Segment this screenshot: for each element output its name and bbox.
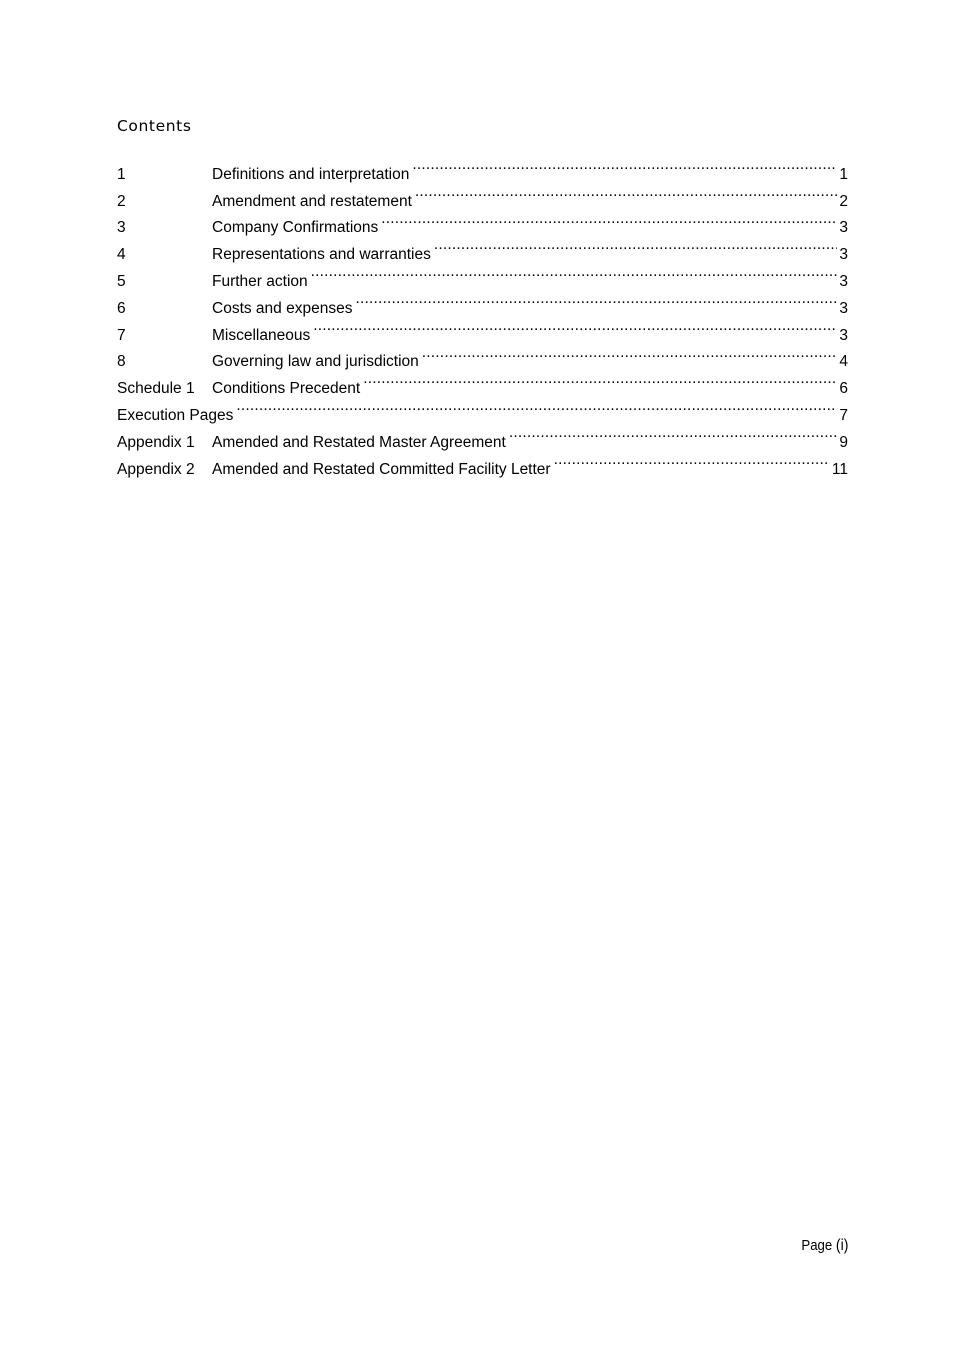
contents-heading: Contents bbox=[117, 117, 192, 135]
toc-entry-page: 1 bbox=[839, 165, 848, 183]
toc-dot-leader bbox=[434, 232, 838, 259]
toc-entry-title: Amendment and restatement bbox=[212, 192, 412, 210]
toc-entry-title: Representations and warranties bbox=[212, 246, 431, 264]
toc-dot-leader bbox=[412, 152, 837, 179]
toc-entry-title: Costs and expenses bbox=[212, 299, 353, 317]
toc-dot-leader bbox=[313, 313, 837, 340]
toc-entry-number: 2 bbox=[117, 192, 126, 210]
page-footer bbox=[801, 1237, 848, 1255]
toc-dot-leader bbox=[509, 420, 838, 447]
toc-entry-page: 4 bbox=[839, 353, 848, 371]
toc-entry-page: 7 bbox=[839, 406, 848, 424]
toc-entry-page: 2 bbox=[839, 192, 848, 210]
page-number: (i) bbox=[835, 1237, 848, 1254]
toc-entry-title: Amended and Restated Master Agreement bbox=[212, 433, 506, 451]
toc-entry-number: 3 bbox=[117, 219, 126, 237]
toc-entry-number: Appendix 1 bbox=[117, 433, 195, 451]
toc-entry-page: 9 bbox=[839, 433, 848, 451]
toc-entry-title: Amended and Restated Committed Facility Letter bbox=[212, 460, 551, 478]
toc-entry-title: Conditions Precedent bbox=[212, 380, 361, 398]
toc-dot-leader bbox=[415, 179, 837, 206]
toc-entry-title: Governing law and jurisdiction bbox=[212, 353, 419, 371]
toc-entry-page: 3 bbox=[839, 299, 848, 317]
toc-entry-number: 5 bbox=[117, 272, 126, 290]
toc-entry-page: 11 bbox=[831, 460, 848, 478]
toc-dot-leader bbox=[554, 447, 830, 474]
toc-dot-leader bbox=[381, 206, 837, 233]
toc-dot-leader bbox=[311, 259, 838, 286]
toc-dot-leader bbox=[355, 286, 837, 313]
toc-entry-number: Appendix 2 bbox=[117, 460, 195, 478]
toc-entry-title: Company Confirmations bbox=[212, 219, 379, 237]
toc-dot-leader bbox=[363, 366, 837, 393]
toc-entry-number: Schedule 1 bbox=[117, 380, 195, 398]
toc-entry-number: 8 bbox=[117, 353, 126, 371]
toc-entry-number: 6 bbox=[117, 299, 126, 317]
toc-entry-number: 4 bbox=[117, 246, 126, 264]
toc-dot-leader bbox=[422, 340, 838, 367]
toc-entry-number: 1 bbox=[117, 165, 126, 183]
toc-entry-page: 3 bbox=[839, 219, 848, 237]
toc-entry-title: Execution Pages bbox=[117, 406, 234, 424]
toc-entry-title: Further action bbox=[212, 272, 308, 290]
toc-entry-page: 3 bbox=[839, 326, 848, 344]
toc-entry-title: Definitions and interpretation bbox=[212, 165, 410, 183]
toc-entry-number: 7 bbox=[117, 326, 126, 344]
toc-entry-page: 3 bbox=[839, 246, 848, 264]
toc-entry-page: 6 bbox=[839, 380, 848, 398]
table-of-contents bbox=[117, 152, 848, 478]
page-label: Page bbox=[800, 1237, 832, 1254]
toc-entry-1[interactable] bbox=[117, 152, 848, 183]
toc-entry-page: 3 bbox=[839, 272, 848, 290]
toc-entry-title: Miscellaneous bbox=[212, 326, 311, 344]
toc-dot-leader bbox=[236, 393, 837, 420]
